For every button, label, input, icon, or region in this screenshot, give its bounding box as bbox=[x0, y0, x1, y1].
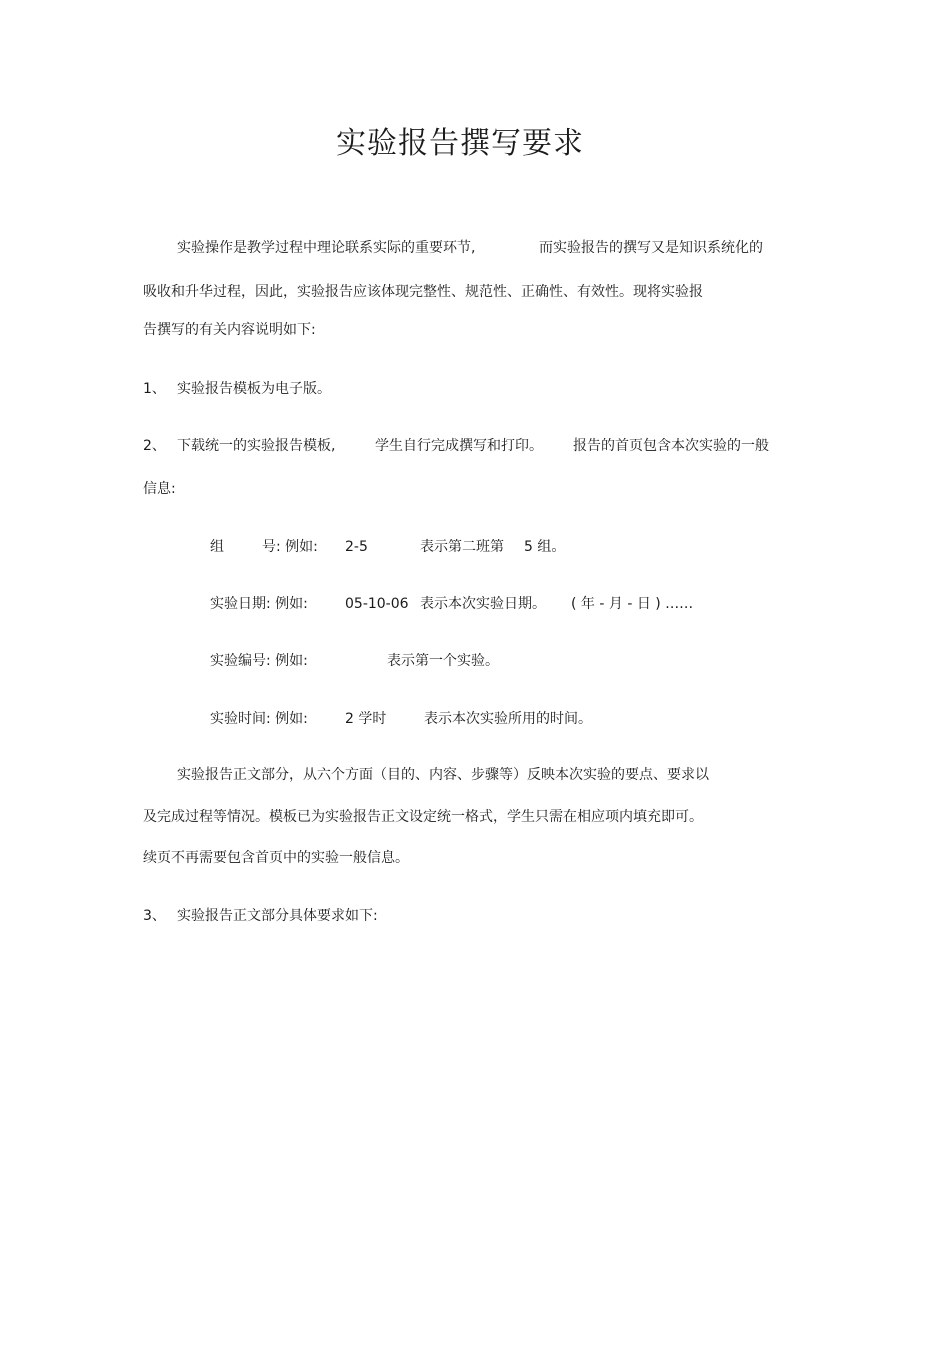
field-group-desc: 表示第二班第 bbox=[420, 539, 504, 555]
item-2-part-b: 学生自行完成撰写和打印。 bbox=[375, 438, 543, 454]
field-date-value: 05-10-06 bbox=[345, 596, 409, 612]
field-group-desc-num: 5 组。 bbox=[524, 539, 566, 555]
field-group-label: 组 bbox=[210, 539, 224, 555]
field-group-value: 2-5 bbox=[345, 539, 368, 555]
body-para-line-2: 及完成过程等情况。模板已为实验报告正文设定统一格式，学生只需在相应项内填充即可。 bbox=[143, 809, 703, 825]
body-para-line-1: 实验报告正文部分，从六个方面（目的、内容、步骤等）反映本次实验的要点、要求以 bbox=[177, 767, 709, 783]
item-2-line-2: 信息: bbox=[143, 481, 176, 497]
intro-line-1a: 实验操作是教学过程中理论联系实际的重要环节, bbox=[177, 240, 476, 256]
field-time-label: 实验时间: 例如: bbox=[210, 711, 308, 727]
field-date-label: 实验日期: 例如: bbox=[210, 596, 308, 612]
field-time-value: 2 学时 bbox=[345, 711, 387, 727]
item-3-text: 实验报告正文部分具体要求如下: bbox=[177, 908, 378, 924]
item-3-number: 3、 bbox=[143, 908, 166, 924]
item-2-part-c: 报告的首页包含本次实验的一般 bbox=[573, 438, 769, 454]
field-date-desc: 表示本次实验日期。 bbox=[420, 596, 546, 612]
body-para-line-3: 续页不再需要包含首页中的实验一般信息。 bbox=[143, 850, 409, 866]
intro-line-2: 吸收和升华过程，因此，实验报告应该体现完整性、规范性、正确性、有效性。现将实验报 bbox=[143, 284, 703, 300]
item-2-number: 2、 bbox=[143, 438, 166, 454]
field-number-label: 实验编号: 例如: bbox=[210, 653, 308, 669]
field-group-label-2: 号: 例如: bbox=[262, 539, 318, 555]
field-number-desc: 表示第一个实验。 bbox=[387, 653, 499, 669]
intro-line-3: 告撰写的有关内容说明如下: bbox=[143, 322, 316, 338]
field-time-desc: 表示本次实验所用的时间。 bbox=[424, 711, 592, 727]
intro-line-1b: 而实验报告的撰写又是知识系统化的 bbox=[539, 240, 763, 256]
item-1-text: 实验报告模板为电子版。 bbox=[177, 381, 331, 397]
item-1-number: 1、 bbox=[143, 381, 166, 397]
item-2-part-a: 下载统一的实验报告模板, bbox=[177, 438, 336, 454]
field-date-extra: ( 年 - 月 - 日 ) …… bbox=[571, 596, 694, 612]
page-title: 实验报告撰写要求 bbox=[336, 126, 584, 161]
